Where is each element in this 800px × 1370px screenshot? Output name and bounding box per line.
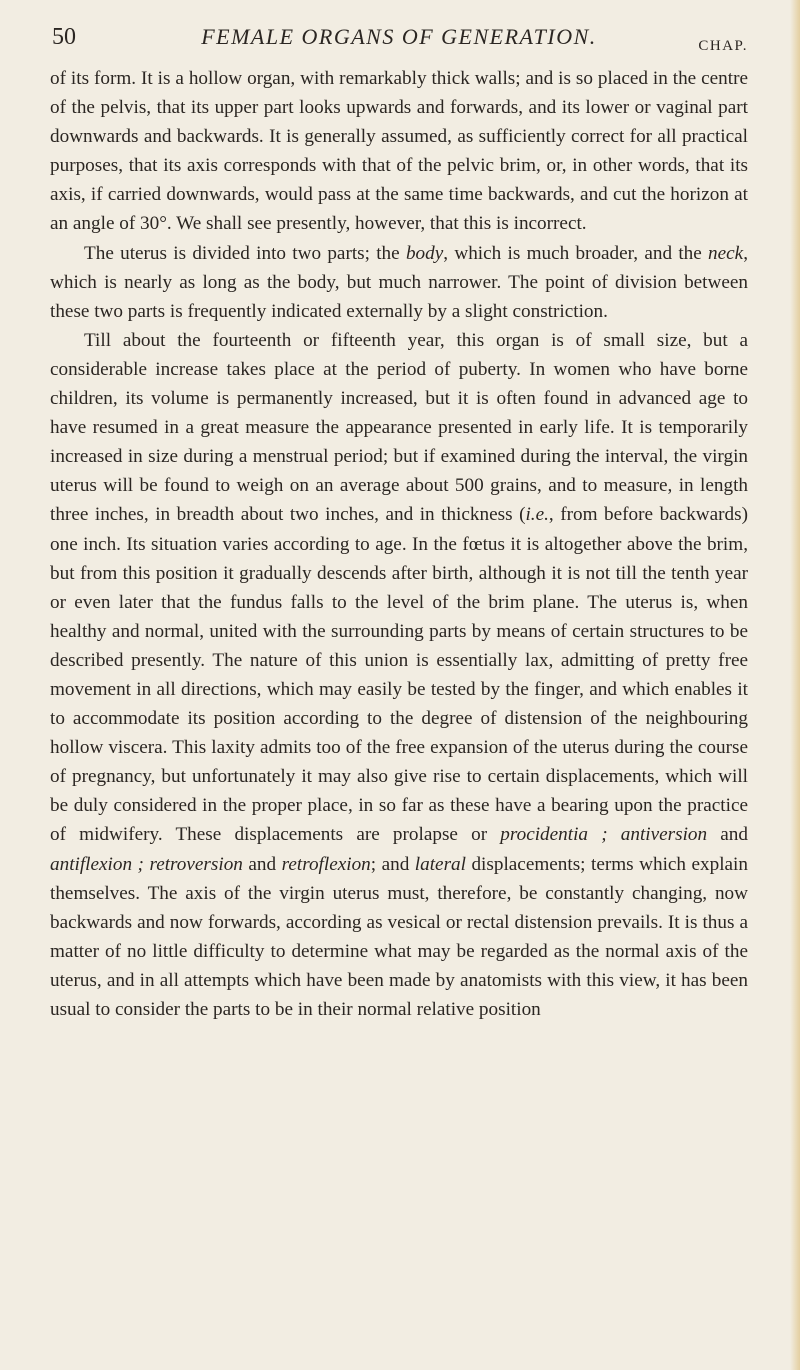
italic-term: i.e. <box>525 504 549 526</box>
text-run: , which is nearly as long as the body, but much narrower. The point of division between these two parts is frequently indicated externally by a slight constriction. <box>50 242 748 322</box>
running-title: FEMALE ORGANS OF GENERATION. <box>201 24 597 49</box>
paragraph <box>50 64 748 239</box>
italic-term: neck <box>708 242 744 264</box>
text-run: and <box>242 853 282 875</box>
italic-term: procidentia ; antiversion <box>500 824 708 846</box>
text-run: The uterus is divided into two parts; the <box>84 242 406 264</box>
italic-term: body <box>405 242 444 264</box>
italic-term: lateral <box>414 853 466 875</box>
text-run: of its form. It is a hollow organ, with remarkably thick walls; and is so placed in the centre of the pelvis, that its upper part looks upwards and forwards, and its lower or vaginal part downwards and backwards. It is generally assumed, as sufficiently correct for all practical purposes, that its axis corresponds with that of the pelvic brim, or, in other words, that its axis, if carried downwards, would pass at the same time backwards, and cut the horizon at an angle of 30°. We shall see presently, however, that this is incorrect. <box>50 68 748 235</box>
chapter-marker: CHAP. <box>698 38 748 54</box>
paragraph <box>50 239 748 326</box>
italic-term: antiflexion ; retroversion <box>50 853 243 875</box>
page-edge-shadow <box>790 0 800 1370</box>
text-run: , from before backwards) one inch. Its situation varies according to age. In the fœtus it is altogether above the brim, but from this position it gradually descends after birth, although it is not till the tenth year or even later that the fundus falls to the level of the brim plane. The uterus is, when healthy and normal, united with the surrounding parts by means of certain structures to be described presently. The nature of this union is essentially lax, admitting of pretty free movement in all directions, which may easily be tested by the finger, and which enables it to accommodate its position according to the degree of distension of the neighbouring hollow viscera. This laxity admits too of the free expansion of the uterus during the course of pregnancy, but unfortunately it may also give rise to certain displacements, which will be duly considered in the proper place, in so far as these have a bearing upon the practice of midwifery. These displacements are prolapse or <box>50 504 749 846</box>
paragraph <box>50 326 748 1024</box>
page-header <box>50 14 748 64</box>
text-run: Till about the fourteenth or fifteenth year, this organ is of small size, but a considerable increase takes place at the period of puberty. In women who have borne children, its volume is permanently increased, but it is often found in advanced age to have resumed in a great measure the appearance presented in early life. It is temporarily increased in size during a menstrual period; but if examined during the interval, the virgin uterus will be found to weigh on an average about 500 grains, and to measure, in length three inches, in breadth about two inches, and in thickness ( <box>50 329 748 526</box>
page-number: 50 <box>52 24 76 50</box>
text-run: ; and <box>370 853 415 875</box>
text-run: and <box>707 824 748 846</box>
body-text <box>50 64 748 1024</box>
italic-term: retroflexion <box>281 853 371 875</box>
text-run: , which is much broader, and the <box>443 242 709 264</box>
text-run: displacements; terms which explain themselves. The axis of the virgin uterus must, therefore, be constantly changing, now backwards and now forwards, according as vesical or rectal distension prevails. It is thus a matter of no little difficulty to determine what may be regarded as the normal axis of the uterus, and in all attempts which have been made by anatomists with this view, it has been usual to consider the parts to be in their normal relative position <box>50 853 748 1020</box>
